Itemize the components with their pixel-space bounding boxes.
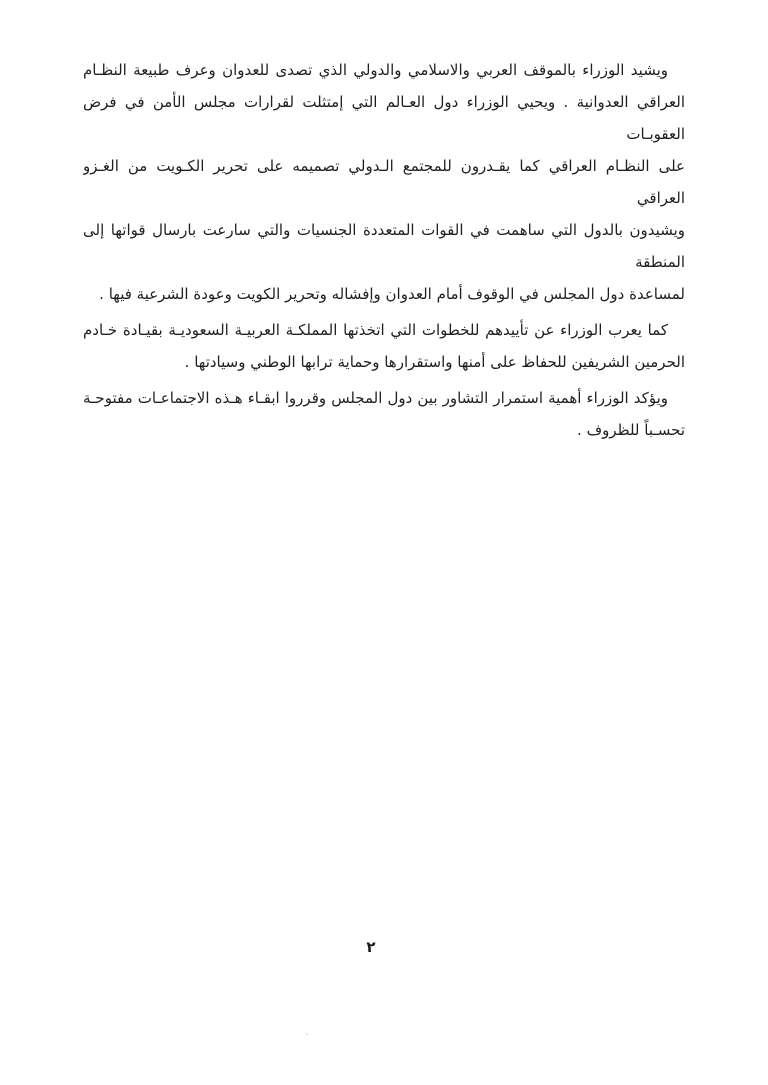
document-line: على النظـام العراقي كما يقـدرون للمجتمع الـدولي تصميمه على تحرير الكـويت من الغـزو العراقي xyxy=(83,157,685,207)
document-line: ويؤكد الوزراء أهمية استمرار التشاور بين دول المجلس وقرروا ابقـاء هـذه الاجتماعـات مفتوحـة xyxy=(83,389,668,407)
text-block xyxy=(83,54,685,450)
document-line: العراقي العدوانية . ويحيي الوزراء دول العـالم التي إمتثلت لقرارات مجلس الأمن في فرض العقوبـات xyxy=(83,93,685,143)
page-number: ٢ xyxy=(366,938,376,956)
document-line: لمساعدة دول المجلس في الوقوف أمام العدوان وإفشاله وتحرير الكويت وعودة الشرعية فيها . xyxy=(99,285,685,303)
paragraph-1 xyxy=(83,54,685,310)
document-line: ويشيدون بالدول التي ساهمت في القوات المتعددة الجنسيات والتي سارعت بارسال قواتها إلى المنطقة xyxy=(83,221,685,271)
document-line: تحسـباً للظروف . xyxy=(577,421,685,439)
paragraph-2 xyxy=(83,314,685,378)
document-line: الحرمين الشريفين للحفاظ على أمنها واستقرارها وحماية ترابها الوطني وسيادتها . xyxy=(184,353,685,371)
document-line: ويشيد الوزراء بالموقف العربي والاسلامي والدولي الذي تصدى للعدوان وعرف طبيعة النظـام xyxy=(83,61,668,79)
scan-speck xyxy=(306,1033,308,1035)
document-line: كما يعرب الوزراء عن تأييدهم للخطوات التي اتخذتها المملكـة العربيـة السعوديـة بقيـادة خـادم xyxy=(83,321,668,339)
paragraph-3 xyxy=(83,382,685,446)
